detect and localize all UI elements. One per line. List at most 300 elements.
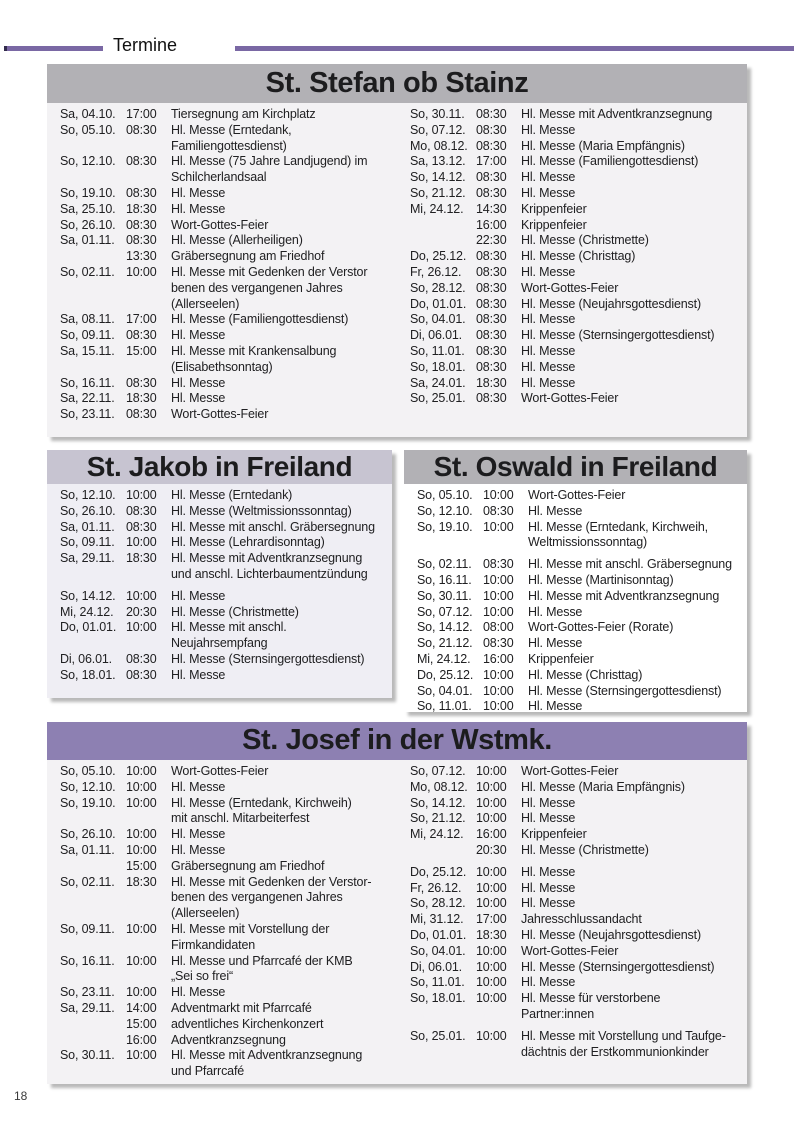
schedule-row — [47, 488, 392, 504]
row-date: So, 05.10. — [60, 122, 116, 137]
row-date: So, 05.10. — [417, 488, 473, 502]
schedule-row — [397, 233, 747, 249]
row-date — [60, 1033, 126, 1049]
row-date: So, 14.12. — [410, 795, 466, 810]
schedule-row — [404, 636, 747, 652]
row-date — [410, 233, 476, 249]
description-line: Hl. Messe — [521, 811, 576, 826]
schedule-row — [47, 344, 397, 376]
row-date: So, 30.11. — [60, 1048, 115, 1063]
row-description — [521, 170, 747, 186]
row-time: 10:00 — [126, 827, 157, 842]
description-line: benen des vergangenen Jahres — [171, 890, 343, 905]
row-description — [521, 928, 747, 944]
row-date: So, 16.11. — [60, 953, 115, 968]
description-line: Hl. Messe (Erntedank, Kirchweih, — [528, 519, 708, 534]
row-date: So, 14.12. — [417, 620, 473, 635]
row-description — [521, 107, 747, 123]
page-kicker: Termine — [113, 35, 178, 55]
description-line: Hl. Messe mit Gedenken der Verstor- — [171, 874, 372, 889]
row-date: So, 11.01. — [410, 343, 465, 358]
row-time: 10:00 — [126, 953, 157, 968]
description-line: (Elisabethsonntag) — [171, 359, 273, 374]
row-time: 10:00 — [476, 811, 507, 826]
row-time: 08:30 — [476, 391, 507, 406]
schedule-row — [47, 391, 397, 407]
row-time: 10:00 — [476, 795, 507, 810]
row-description — [521, 975, 747, 991]
schedule-row — [47, 859, 397, 875]
schedule-row — [404, 699, 747, 715]
row-date: So, 30.11. — [417, 588, 472, 603]
row-time: 08:30 — [476, 296, 507, 311]
row-description — [528, 636, 747, 652]
description-line: und Pfarrcafé — [171, 1064, 245, 1079]
row-description — [171, 859, 397, 875]
row-description — [528, 520, 747, 552]
row-description — [521, 843, 747, 859]
row-time: 10:00 — [126, 535, 157, 550]
row-description — [521, 154, 747, 170]
row-date: So, 30.11. — [410, 107, 465, 121]
row-description — [171, 922, 397, 954]
description-line: Hl. Messe (Familiengottesdienst) — [171, 312, 349, 327]
row-date — [410, 843, 476, 859]
row-description — [528, 605, 747, 621]
section-body — [47, 760, 747, 1080]
schedule-row — [404, 684, 747, 700]
row-date: Di, 06.01. — [410, 959, 463, 974]
description-line: Hl. Messe — [171, 827, 226, 842]
schedule-row — [397, 912, 747, 928]
row-date: Sa, 04.10. — [60, 107, 116, 121]
header-rule-right — [235, 46, 794, 51]
row-description — [521, 811, 747, 827]
description-line: Wort-Gottes-Feier — [171, 217, 269, 232]
schedule-row — [397, 170, 747, 186]
description-line: Hl. Messe — [521, 795, 576, 810]
row-description — [171, 123, 397, 155]
row-time: 10:00 — [483, 519, 514, 534]
schedule-column — [404, 488, 747, 715]
schedule-row — [47, 123, 397, 155]
description-line: Hl. Messe — [171, 985, 226, 1000]
schedule-row — [397, 312, 747, 328]
schedule-column — [47, 764, 397, 1080]
description-line: Familiengottesdienst) — [171, 138, 287, 153]
row-time: 16:00 — [476, 217, 507, 232]
row-time: 08:30 — [126, 375, 157, 390]
description-line: Krippenfeier — [528, 651, 594, 666]
row-time: 10:00 — [483, 604, 514, 619]
description-line: Hl. Messe — [528, 503, 583, 518]
description-line: Hl. Messe mit Vorstellung der — [171, 921, 330, 936]
schedule-row — [397, 202, 747, 218]
row-time: 10:00 — [476, 764, 507, 778]
row-date: So, 12.10. — [60, 488, 116, 502]
schedule-row — [397, 297, 747, 313]
row-date: So, 16.11. — [60, 375, 115, 390]
description-line: Hl. Messe (Neujahrsgottesdienst) — [521, 927, 701, 942]
row-date — [410, 218, 476, 234]
row-date: So, 18.01. — [410, 359, 466, 374]
row-description — [521, 312, 747, 328]
description-line: Krippenfeier — [521, 217, 587, 232]
section-st-stefan — [47, 64, 747, 437]
schedule-row — [397, 764, 747, 780]
row-description — [171, 186, 397, 202]
row-time: 10:00 — [126, 779, 157, 794]
schedule-row — [397, 1029, 747, 1061]
row-time: 10:00 — [476, 959, 507, 974]
row-date: So, 11.01. — [410, 975, 465, 990]
schedule-row — [397, 218, 747, 234]
schedule-row — [47, 652, 392, 668]
description-line: Hl. Messe — [521, 359, 576, 374]
section-title: St. Josef in der Wstmk. — [47, 722, 747, 760]
row-time: 22:30 — [476, 233, 507, 248]
description-line: Hl. Messe mit anschl. Gräbersegnung — [528, 557, 732, 572]
schedule-row — [397, 376, 747, 392]
schedule-row — [397, 186, 747, 202]
row-time: 10:00 — [126, 264, 157, 279]
row-description — [171, 344, 397, 376]
row-description — [521, 376, 747, 392]
row-time: 08:30 — [126, 667, 157, 682]
description-line: Hl. Messe (Sternsingergottesdienst) — [521, 328, 715, 343]
row-time: 18:30 — [476, 927, 507, 942]
row-date: So, 26.10. — [60, 217, 116, 232]
schedule-row — [404, 557, 747, 573]
row-time: 08:30 — [483, 557, 514, 572]
row-date: So, 02.11. — [417, 557, 472, 572]
description-line: Hl. Messe (Lehrardisonntag) — [171, 535, 325, 550]
row-date: So, 21.12. — [410, 811, 466, 826]
section-body — [404, 484, 747, 715]
description-line: Hl. Messe — [521, 375, 576, 390]
schedule-row — [47, 843, 397, 859]
row-time: 10:00 — [483, 667, 514, 682]
row-description — [171, 520, 392, 536]
schedule-row — [47, 551, 392, 583]
section-st-jakob — [47, 450, 392, 698]
row-time: 10:00 — [476, 975, 507, 990]
row-date — [60, 859, 126, 875]
row-description — [521, 944, 747, 960]
schedule-row — [404, 488, 747, 504]
description-line: Neujahrsempfang — [171, 636, 268, 651]
description-line: Hl. Messe (Maria Empfängnis) — [521, 138, 685, 153]
schedule-row — [47, 796, 397, 828]
row-time: 08:30 — [476, 138, 507, 153]
description-line: Hl. Messe — [171, 391, 226, 406]
row-time: 08:30 — [476, 264, 507, 279]
description-line: Hl. Messe mit anschl. Gräbersegnung — [171, 519, 375, 534]
schedule-row — [47, 985, 397, 1001]
row-description — [171, 1001, 397, 1017]
row-time: 08:30 — [126, 217, 157, 232]
row-description — [171, 620, 392, 652]
row-date: So, 21.12. — [410, 185, 466, 200]
schedule-row — [47, 376, 397, 392]
schedule-row — [47, 1017, 397, 1033]
row-time: 10:00 — [476, 880, 507, 895]
row-time: 18:30 — [126, 551, 157, 566]
section-title: St. Oswald in Freiland — [404, 450, 747, 484]
schedule-row — [47, 520, 392, 536]
row-date: So, 12.10. — [60, 779, 116, 794]
description-line: Krippenfeier — [521, 827, 587, 842]
row-date: So, 02.11. — [60, 264, 115, 279]
row-date: Do, 25.12. — [417, 667, 474, 682]
description-line: Hl. Messe und Pfarrcafé der KMB — [171, 953, 353, 968]
schedule-row — [404, 605, 747, 621]
schedule-row — [47, 780, 397, 796]
schedule-column — [47, 488, 392, 684]
row-date: So, 23.11. — [60, 407, 115, 422]
description-line: Wort-Gottes-Feier — [171, 764, 269, 778]
schedule-row — [404, 504, 747, 520]
row-description — [521, 186, 747, 202]
description-line: Hl. Messe — [171, 328, 226, 343]
row-date: Di, 06.01. — [410, 328, 463, 343]
schedule-column — [47, 107, 397, 423]
row-time: 08:30 — [126, 122, 157, 137]
schedule-row — [397, 896, 747, 912]
row-date: So, 09.11. — [60, 921, 115, 936]
schedule-row — [47, 186, 397, 202]
row-description — [521, 297, 747, 313]
row-time: 10:00 — [126, 764, 157, 778]
row-date: So, 09.11. — [60, 328, 115, 343]
row-description — [171, 202, 397, 218]
row-description — [521, 123, 747, 139]
row-time: 10:00 — [126, 842, 157, 857]
row-time: 18:30 — [126, 874, 157, 889]
row-date: So, 04.01. — [410, 312, 466, 327]
description-line: Hl. Messe — [521, 122, 576, 137]
description-line: Hl. Messe (Erntedank) — [171, 488, 293, 502]
row-date: So, 23.11. — [60, 985, 115, 1000]
description-line: Hl. Messe (Christtag) — [521, 249, 636, 264]
description-line: Hl. Messe — [521, 264, 576, 279]
schedule-row — [404, 589, 747, 605]
description-line: Hl. Messe (Sternsingergottesdienst) — [521, 959, 715, 974]
schedule-row — [397, 827, 747, 843]
description-line: Schilcherlandsaal — [171, 170, 267, 185]
row-date: So, 09.11. — [60, 535, 115, 550]
schedule-row — [47, 265, 397, 312]
description-line: Partner:innen — [521, 1006, 595, 1021]
row-date: So, 07.12. — [410, 122, 466, 137]
row-time: 08:30 — [476, 312, 507, 327]
description-line: Wort-Gottes-Feier — [521, 280, 619, 295]
description-line: Hl. Messe mit Krankensalbung — [171, 343, 337, 358]
row-description — [521, 328, 747, 344]
row-time: 16:00 — [476, 827, 507, 842]
row-description — [521, 896, 747, 912]
description-line: Hl. Messe (Allerheiligen) — [171, 233, 303, 248]
description-line: und anschl. Lichterbaumentzündung — [171, 566, 368, 581]
description-line: Hl. Messe mit Adventkranzsegnung — [521, 107, 713, 121]
description-line: mit anschl. Mitarbeiterfest — [171, 811, 310, 826]
row-description — [171, 376, 397, 392]
row-description — [528, 504, 747, 520]
row-date: So, 19.10. — [60, 185, 116, 200]
row-date: Sa, 01.11. — [60, 842, 115, 857]
schedule-row — [404, 652, 747, 668]
description-line: Hl. Messe — [171, 667, 226, 682]
row-date: So, 12.10. — [417, 503, 473, 518]
schedule-row — [47, 535, 392, 551]
description-line: „Sei so frei“ — [171, 969, 233, 984]
schedule-row — [397, 265, 747, 281]
description-line: Hl. Messe — [521, 975, 576, 990]
description-line: Hl. Messe (Christtag) — [528, 667, 643, 682]
description-line: Hl. Messe (Erntedank, Kirchweih) — [171, 795, 352, 810]
row-date: Fr, 26.12. — [410, 880, 462, 895]
schedule-row — [47, 202, 397, 218]
schedule-row — [397, 881, 747, 897]
schedule-row — [397, 249, 747, 265]
row-date: Do, 25.12. — [410, 249, 467, 264]
row-description — [171, 954, 397, 986]
row-date: Sa, 13.12. — [410, 154, 466, 169]
schedule-row — [397, 391, 747, 407]
row-time: 18:30 — [476, 375, 507, 390]
schedule-row — [47, 218, 397, 234]
row-date: So, 26.10. — [60, 503, 116, 518]
schedule-row — [47, 1001, 397, 1017]
row-date: So, 07.12. — [417, 604, 473, 619]
row-description — [521, 218, 747, 234]
description-line: Hl. Messe — [521, 896, 576, 911]
row-time: 10:00 — [476, 896, 507, 911]
row-description — [528, 684, 747, 700]
description-line: Hl. Messe (Christmette) — [521, 233, 649, 248]
row-date: Mi, 24.12. — [410, 827, 464, 842]
description-line: Hl. Messe mit Adventkranzsegnung — [171, 1048, 363, 1063]
row-date: Mo, 08.12. — [410, 138, 468, 153]
description-line: Hl. Messe — [171, 588, 226, 603]
description-line: benen des vergangenen Jahres — [171, 280, 343, 295]
description-line: Hl. Messe — [171, 842, 226, 857]
description-line: Hl. Messe (Weltmissionssonntag) — [171, 503, 352, 518]
schedule-row — [397, 811, 747, 827]
row-time: 08:30 — [476, 359, 507, 374]
schedule-row — [47, 954, 397, 986]
row-time: 08:30 — [476, 107, 507, 121]
schedule-row — [47, 154, 397, 186]
schedule-column — [397, 764, 747, 1080]
row-time: 10:00 — [126, 1048, 157, 1063]
schedule-row — [404, 620, 747, 636]
description-line: Hl. Messe — [171, 779, 226, 794]
row-description — [171, 875, 397, 922]
description-line: dächtnis der Erstkommunionkinder — [521, 1044, 709, 1059]
row-description — [521, 1029, 747, 1061]
description-line: Hl. Messe — [521, 170, 576, 185]
row-description — [521, 881, 747, 897]
row-description — [171, 551, 392, 583]
row-description — [171, 233, 397, 249]
description-line: Krippenfeier — [521, 201, 587, 216]
description-line: Hl. Messe (Martinisonntag) — [528, 572, 674, 587]
schedule-row — [47, 233, 397, 249]
row-date — [60, 1017, 126, 1033]
row-description — [528, 488, 747, 504]
row-time: 08:30 — [476, 185, 507, 200]
row-description — [171, 605, 392, 621]
row-time: 17:00 — [126, 107, 157, 121]
description-line: Hl. Messe (Sternsingergottesdienst) — [171, 651, 365, 666]
section-title: St. Jakob in Freiland — [47, 450, 392, 484]
schedule-row — [47, 504, 392, 520]
description-line: (Allerseelen) — [171, 906, 240, 921]
schedule-row — [47, 249, 397, 265]
row-time: 14:30 — [476, 201, 507, 216]
description-line: Hl. Messe — [171, 201, 226, 216]
row-description — [521, 991, 747, 1023]
description-line: Gräbersegnung am Friedhof — [171, 249, 325, 264]
schedule-row — [47, 407, 397, 423]
description-line: Tiersegnung am Kirchplatz — [171, 107, 316, 121]
row-description — [521, 780, 747, 796]
row-date: Sa, 01.11. — [60, 519, 115, 534]
row-date: Do, 25.12. — [410, 864, 467, 879]
row-description — [521, 233, 747, 249]
description-line: Hl. Messe — [171, 185, 226, 200]
row-description — [528, 557, 747, 573]
row-time: 15:00 — [126, 1016, 157, 1031]
row-description — [171, 985, 397, 1001]
schedule-row — [397, 975, 747, 991]
row-description — [171, 652, 392, 668]
schedule-row — [397, 960, 747, 976]
row-description — [171, 488, 392, 504]
description-line: Firmkandidaten — [171, 937, 256, 952]
row-description — [171, 796, 397, 828]
schedule-row — [397, 328, 747, 344]
row-description — [171, 1017, 397, 1033]
row-time: 10:00 — [126, 985, 157, 1000]
row-time: 10:00 — [126, 588, 157, 603]
row-description — [171, 1048, 397, 1080]
schedule-row — [404, 573, 747, 589]
row-description — [521, 265, 747, 281]
description-line: Hl. Messe (Erntedank, — [171, 122, 292, 137]
schedule-row — [47, 922, 397, 954]
description-line: Hl. Messe — [521, 880, 576, 895]
schedule-row — [397, 154, 747, 170]
row-date: So, 11.01. — [417, 699, 472, 714]
row-description — [171, 249, 397, 265]
row-date: So, 14.12. — [60, 588, 116, 603]
schedule-row — [397, 796, 747, 812]
row-time: 15:00 — [126, 858, 157, 873]
schedule-row — [404, 668, 747, 684]
schedule-row — [47, 1048, 397, 1080]
description-line: Hl. Messe — [171, 375, 226, 390]
row-description — [521, 865, 747, 881]
row-date — [60, 249, 126, 265]
row-time: 16:00 — [126, 1032, 157, 1047]
row-time: 10:00 — [476, 864, 507, 879]
row-time: 08:30 — [483, 636, 514, 651]
row-description — [171, 843, 397, 859]
row-description — [528, 699, 747, 715]
row-description — [171, 154, 397, 186]
